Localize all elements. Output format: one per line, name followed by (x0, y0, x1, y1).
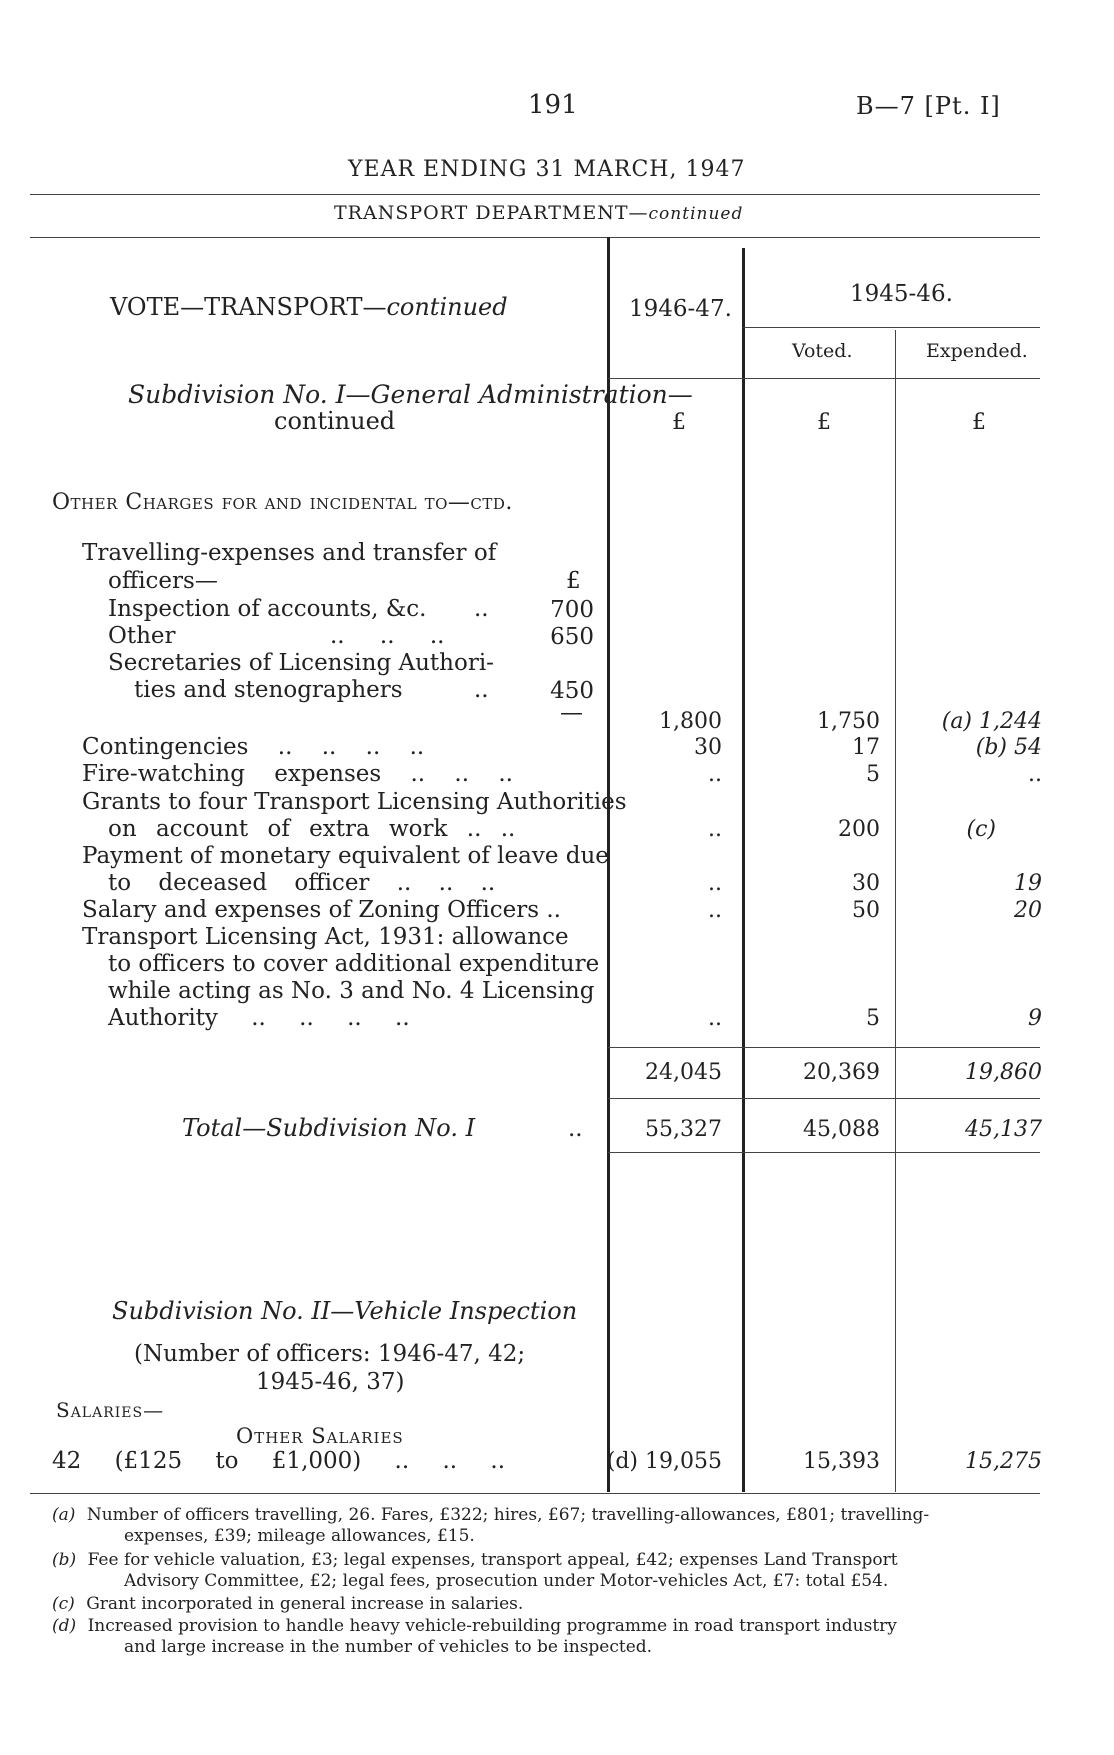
fire-watching-1946-47: .. (708, 762, 722, 787)
travelling-sum-rule: — (560, 700, 583, 726)
travelling-expended: (a) 1,244 (941, 709, 1042, 734)
subtotal-expended: 19,860 (965, 1060, 1042, 1085)
footnote-mark: (b) (52, 1550, 77, 1570)
other-salaries-row-label: 42 (£125 to £1,000) .. .. .. (52, 1448, 506, 1474)
contingencies-voted: 17 (852, 735, 880, 760)
fire-watching-voted: 5 (866, 762, 880, 787)
department-name: TRANSPORT DEPARTMENT— (334, 202, 649, 224)
col-divider-3 (895, 330, 896, 1492)
licensing-act-1946-47: .. (708, 1006, 722, 1031)
zoning-officers-label: Salary and expenses of Zoning Officers .. (82, 897, 561, 923)
footnote-b (52, 1550, 898, 1571)
col-head-voted: Voted. (792, 340, 853, 362)
total-subdivision-1-label: Total—Subdivision No. I (182, 1114, 476, 1142)
page-number: 191 (528, 90, 578, 120)
footnote-a-cont: expenses, £39; mileage allowances, £15. (124, 1526, 475, 1546)
department-rule (30, 237, 1040, 238)
vote-continued: continued (386, 293, 508, 321)
footnote-mark: (c) (52, 1594, 75, 1614)
vote-name: VOTE—TRANSPORT— (110, 293, 387, 321)
currency-voted: £ (817, 410, 831, 435)
travelling-item-amount: 450 (550, 678, 594, 704)
footnote-d-cont: and large increase in the number of vehicles to be inspected. (124, 1637, 653, 1657)
leave-payment-label-1: Payment of monetary equivalent of leave due (82, 843, 609, 869)
footnote-text: Grant incorporated in general increase in salaries. (86, 1594, 524, 1614)
travelling-item-amount: 650 (550, 624, 594, 650)
department-continued: continued (648, 204, 744, 224)
contingencies-expended: (b) 54 (975, 735, 1042, 760)
subtotal-1946-47: 24,045 (645, 1060, 722, 1085)
subtotal-rule (608, 1047, 1040, 1048)
grants-label-1: Grants to four Transport Licensing Authorities (82, 789, 627, 815)
travelling-item-label: Secretaries of Licensing Authori- (108, 650, 494, 676)
zoning-officers-1946-47: .. (708, 898, 722, 923)
subtotal-voted: 20,369 (803, 1060, 880, 1085)
grants-label-2: on account of extra work .. .. (108, 816, 516, 842)
col-head-expended: Expended. (926, 340, 1028, 362)
col-head-1945-46: 1945-46. (850, 281, 953, 307)
travelling-item-amount: 700 (550, 597, 594, 623)
footnote-mark: (d) (52, 1616, 77, 1636)
grants-1946-47: .. (708, 817, 722, 842)
travelling-item-leader: .. (474, 596, 489, 622)
contingencies-label: Contingencies .. .. .. .. (82, 734, 425, 760)
travelling-voted: 1,750 (817, 709, 880, 734)
leave-payment-1946-47: .. (708, 871, 722, 896)
footnote-text: Number of officers travelling, 26. Fares, £322; hires, £67; travelling-allowances, £801; travelling- (86, 1505, 930, 1525)
licensing-act-label-4: Authority .. .. .. .. (108, 1005, 410, 1031)
grants-expended: (c) (966, 817, 996, 842)
header-rule (30, 194, 1040, 195)
travelling-item-label: Inspection of accounts, &c. (108, 596, 427, 622)
licensing-act-label-1: Transport Licensing Act, 1931: allowance (82, 924, 569, 950)
travelling-line-1: Travelling-expenses and transfer of (82, 540, 497, 566)
footnote-text: Increased provision to handle heavy vehicle-rebuilding programme in road transport industry (87, 1616, 897, 1636)
vote-label (110, 293, 508, 321)
subtotal-bottom-rule (608, 1098, 1040, 1099)
table-bottom-rule (30, 1493, 1040, 1494)
footnote-d (52, 1616, 897, 1637)
licensing-act-label-3: while acting as No. 3 and No. 4 Licensing (108, 978, 595, 1004)
officers-count-line-1: (Number of officers: 1946-47, 42; (134, 1341, 526, 1367)
travelling-total-1946-47: 1,800 (659, 709, 722, 734)
leave-payment-expended: 19 (1014, 871, 1042, 896)
subdivision-1-title-cont: continued (274, 407, 396, 435)
licensing-act-voted: 5 (866, 1006, 880, 1031)
total-subdivision-1-leader: .. (568, 1116, 583, 1142)
subdivision-1-title: Subdivision No. I—General Administration— (128, 380, 693, 409)
zoning-officers-voted: 50 (852, 898, 880, 923)
travelling-item-label: ties and stenographers (134, 677, 403, 703)
footnote-b-cont: Advisory Committee, £2; legal fees, prosecution under Motor-vehicles Act, £7: total £54. (124, 1571, 889, 1591)
leave-payment-voted: 30 (852, 871, 880, 896)
other-salaries-expended: 15,275 (965, 1449, 1042, 1474)
total-subdivision-1-1946-47: 55,327 (645, 1117, 722, 1142)
year-rule (743, 327, 1040, 328)
salaries-heading: Salaries— (56, 1398, 165, 1422)
other-salaries-1946-47: (d) 19,055 (606, 1449, 722, 1474)
total-subdivision-1-expended: 45,137 (965, 1117, 1042, 1142)
grants-voted: 200 (838, 817, 880, 842)
department-title (334, 202, 743, 224)
fire-watching-label: Fire-watching expenses .. .. .. (82, 761, 513, 787)
total-rule (608, 1152, 1040, 1153)
other-salaries-voted: 15,393 (803, 1449, 880, 1474)
page-title: YEAR ENDING 31 MARCH, 1947 (348, 157, 746, 182)
total-subdivision-1-voted: 45,088 (803, 1117, 880, 1142)
other-charges-heading: Other Charges for and incidental to—ctd. (52, 490, 513, 515)
contingencies-1946-47: 30 (694, 735, 722, 760)
licensing-act-label-2: to officers to cover additional expenditure (108, 951, 600, 977)
footnote-c (52, 1594, 523, 1615)
travelling-currency: £ (566, 568, 581, 594)
column-head-rule (608, 378, 1040, 379)
travelling-item-leader: .. (474, 677, 489, 703)
subdivision-2-title: Subdivision No. II—Vehicle Inspection (112, 1297, 578, 1325)
fire-watching-expended: .. (1028, 762, 1042, 787)
currency-1946-47: £ (672, 410, 686, 435)
footnote-text: Fee for vehicle valuation, £3; legal expenses, transport appeal, £42; expenses Land Transport (87, 1550, 898, 1570)
footnote-mark: (a) (52, 1505, 76, 1525)
licensing-act-expended: 9 (1028, 1006, 1042, 1031)
zoning-officers-expended: 20 (1014, 898, 1042, 923)
travelling-line-2: officers— (108, 568, 218, 594)
travelling-item-label: Other (108, 623, 176, 649)
col-divider-2 (742, 248, 745, 1492)
currency-expended: £ (972, 410, 986, 435)
leave-payment-label-2: to deceased officer .. .. .. (108, 870, 496, 896)
travelling-item-leader: .. .. .. (330, 623, 445, 649)
footnote-a (52, 1505, 929, 1526)
col-head-1946-47: 1946-47. (629, 296, 732, 322)
section-code: B—7 [Pt. I] (856, 92, 1001, 120)
other-salaries-heading: Other Salaries (236, 1424, 404, 1448)
officers-count-line-2: 1945-46, 37) (256, 1369, 405, 1395)
